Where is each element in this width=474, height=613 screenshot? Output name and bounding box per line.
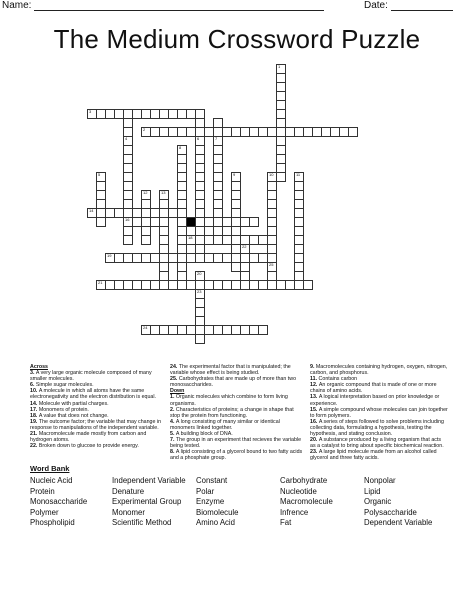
clue-number: 9 [233,172,236,177]
grid-cell[interactable] [267,271,277,281]
clue-text: Characteristics of proteins; a change in shape that stop the protein from functioning. [170,406,294,419]
grid-cell[interactable] [177,244,187,254]
grid-cell[interactable] [258,325,268,335]
clue-text: The group in an experiment that recieves the variable being tested. [170,437,302,450]
clue-number: 2 [143,127,146,132]
clue-text: Simple sugar molecules. [35,382,94,389]
clue-number: 8 [179,145,182,150]
clue-number-label: 10. [30,388,39,395]
clue-number: 24 [143,325,148,330]
clue-text: A large lipid molecule made from an alcohol called glycerol and three fatty acids. [310,449,437,462]
clue-item [170,376,305,388]
clue-text: A lipid consisting of a glycerol bound to two fatty acids and a phosphate group. [170,449,303,462]
clue-text: An organic compound that is made of one or more chains of amino acids. [310,382,437,395]
clue-number-label: 12. [310,382,319,389]
word-bank-item: Denature [112,486,145,496]
clue-number: 11 [296,172,301,177]
grid-cell[interactable] [195,244,205,254]
clue-item [170,394,305,406]
clue-heading: Down [170,388,185,395]
word-bank-item: Constant [196,476,228,485]
clue-number: 4 [125,136,128,141]
grid-cell[interactable] [96,217,106,227]
clue-item [310,364,448,376]
word-bank [30,464,450,527]
word-bank-item: Polar [196,486,215,496]
grid-cell[interactable] [195,118,205,128]
clue-number: 25 [269,262,274,267]
clue-item [170,437,305,449]
word-bank-item: Enzyme [196,497,225,506]
clue-number-label: 8. [170,449,176,456]
grid-cell[interactable] [294,271,304,281]
clue-text: Broken down to glucose to provide energy. [38,443,139,450]
clue-text: The outcome factor; the variable that may change in response to manipulations of the independent variable. [30,418,162,431]
clue-number: 19 [107,253,112,258]
grid-cell[interactable] [159,244,169,254]
word-bank-item: Infrence [280,507,309,517]
grid-cell[interactable] [276,118,286,128]
page-title: The Medium Crossword Puzzle [53,24,421,54]
word-bank-item: Monosaccharide [30,497,88,506]
clue-text: A logical interpretation based on prior knowledge or experience. [310,394,440,407]
clue-number: 14 [89,208,94,213]
clue-item [30,419,165,431]
clue-number: 18 [188,235,193,240]
grid-cell[interactable] [195,226,205,236]
word-bank-item: Protein [30,486,55,496]
word-bank-item: Dependent Variable [364,518,433,527]
clue-text: Macromolecules containing hydrogen, oxygen, nitrogen, carbon, and phosphorus. [310,364,448,377]
clues-column-2 [170,364,305,462]
clue-text: Organic molecules which combine to form living organisms. [170,394,288,407]
clue-number-label: 7. [170,437,176,444]
clue-item [310,394,448,406]
clue-number-label: 21. [30,431,39,438]
clue-number-label: 24. [170,364,179,370]
grid-cell[interactable] [213,118,223,128]
clue-number: 3 [89,109,92,114]
grid-cell[interactable] [240,244,250,254]
clue-heading: Across [30,364,48,370]
clue-item [310,407,448,419]
name-label: Name: [2,0,32,11]
clue-number-label: 17. [30,406,39,413]
word-bank-title: Word Bank [30,464,70,473]
word-bank-item: Scientific Method [112,518,172,527]
clue-number: 23 [197,289,202,294]
word-bank-item: Polysaccharide [364,507,417,517]
clue-text: Monomers of protein. [38,406,89,413]
clue-number: 10 [269,172,274,177]
grid-cell[interactable] [249,217,259,227]
grid-cell[interactable] [276,172,286,182]
clue-item [170,419,305,431]
clue-number: 22 [242,244,247,249]
grid-cell[interactable] [159,199,169,209]
clue-number: 20 [197,271,202,276]
clue-number: 5 [98,172,101,177]
clue-item [30,431,165,443]
grid-cell[interactable] [213,208,223,218]
grid-cell[interactable] [240,271,250,281]
clue-number-label: 14. [30,400,39,407]
clue-item [170,407,305,419]
clue-number-label: 20. [310,437,319,444]
word-bank-item: Monomer [112,507,145,517]
clue-number-label: 15. [310,406,319,413]
word-bank-item: Organic [364,497,392,506]
clue-number-label: 23. [310,449,319,456]
clue-text: A very large organic molecule composed of many smaller molecules. [30,370,152,383]
grid-cell[interactable] [123,199,133,209]
grid-cell[interactable] [195,334,205,344]
grid-cell[interactable] [195,316,205,326]
grid-cell[interactable] [195,271,205,281]
clue-item [30,370,165,382]
clue-number: 7 [215,136,218,141]
clue-text: Carbohydrates that are made up of more than two monosaccharides. [170,376,297,389]
clue-item [310,437,448,449]
grid-cell[interactable] [231,208,241,218]
clue-text: A building block of DNA. [175,431,233,438]
word-bank-item: Nonpolar [364,476,396,485]
clue-number-label: 5. [170,431,176,438]
word-bank-item: Lipid [364,486,381,496]
grid-cell[interactable] [141,199,151,209]
clue-text: Macromolecule made mostly from carbon and hydrogen atoms. [30,431,147,444]
clue-number-label: 3. [30,370,36,377]
clue-number-label: 11. [310,376,319,383]
grid-cell[interactable] [123,235,133,245]
clue-number-label: 1. [170,394,176,401]
word-bank-item: Biomolecule [196,507,239,517]
clues-column-1 [30,364,165,449]
grid-cell[interactable] [195,208,205,218]
clue-number: 12 [143,190,148,195]
clue-text: A molecule in which all atoms have the same electronegativity and the electron distribution is equal. [30,388,157,401]
clue-number: 1 [278,64,281,69]
word-bank-item: Nucleotide [280,486,317,496]
clue-number-label: 6. [30,382,36,389]
grid-cell[interactable] [231,226,241,236]
clue-item [310,449,448,461]
grid-cell[interactable] [348,127,358,137]
clue-text: A value that does not change. [38,412,109,419]
clue-item [310,382,448,394]
clue-text: A series of steps followed to solve problems including collecting data, formulating a hypothesis, testing the hypothesis, and stating conclusion. [310,418,444,438]
word-bank-item: Macromolecule [280,497,333,506]
clue-text: Molecule with partial charges. [38,400,109,407]
clue-number-label: 22. [30,443,39,450]
word-bank-item: Carbohydrate [280,476,328,485]
grid-cell[interactable] [213,226,223,236]
clue-item [170,364,305,376]
grid-cell[interactable] [96,199,106,209]
clue-item [30,388,165,400]
clue-text: Contains carbon [318,376,358,383]
word-bank-item: Experimental Group [112,497,182,506]
clue-text: A simple compound whose molecules can join together to form polymers. [310,406,448,419]
clue-number: 13 [161,190,166,195]
clue-number-label: 2. [170,406,176,413]
grid-cell[interactable] [303,280,313,290]
word-bank-item: Nucleic Acid [30,476,73,485]
clues-column-3 [310,364,448,462]
clue-number: 21 [98,280,103,285]
word-bank-item: Independent Variable [112,476,186,485]
clue-number: 16 [125,217,130,222]
clue-item [30,443,165,449]
clue-text: A substance produced by a living organism that acts as a catalyst to bring about specific biochemical reaction. [310,437,444,450]
clue-number-label: 9. [310,364,316,370]
grid-cell[interactable] [177,271,187,281]
word-bank-item: Polymer [30,507,59,517]
clue-number: 6 [197,136,200,141]
clue-number-label: 4. [170,418,176,425]
clue-text: A long consisting of many similar or identical monomers linked together. [170,418,280,431]
clue-item [170,449,305,461]
clue-number-label: 13. [310,394,319,401]
clue-number-label: 16. [310,418,319,425]
clue-text: The experimental factor that is manipulated; the variable whose effect is being studied. [170,364,291,377]
word-bank-item: Phospholipid [30,518,75,527]
clue-number-label: 25. [170,376,179,383]
word-bank-item: Amino Acid [196,518,236,527]
clue-number-label: 19. [30,418,39,425]
clue-number-label: 18. [30,412,39,419]
grid-cell[interactable] [159,271,169,281]
grid-cell[interactable] [177,199,187,209]
grid-cell[interactable] [141,235,151,245]
clue-item [310,419,448,437]
word-bank-item: Fat [280,518,292,527]
date-label: Date: [364,0,388,11]
